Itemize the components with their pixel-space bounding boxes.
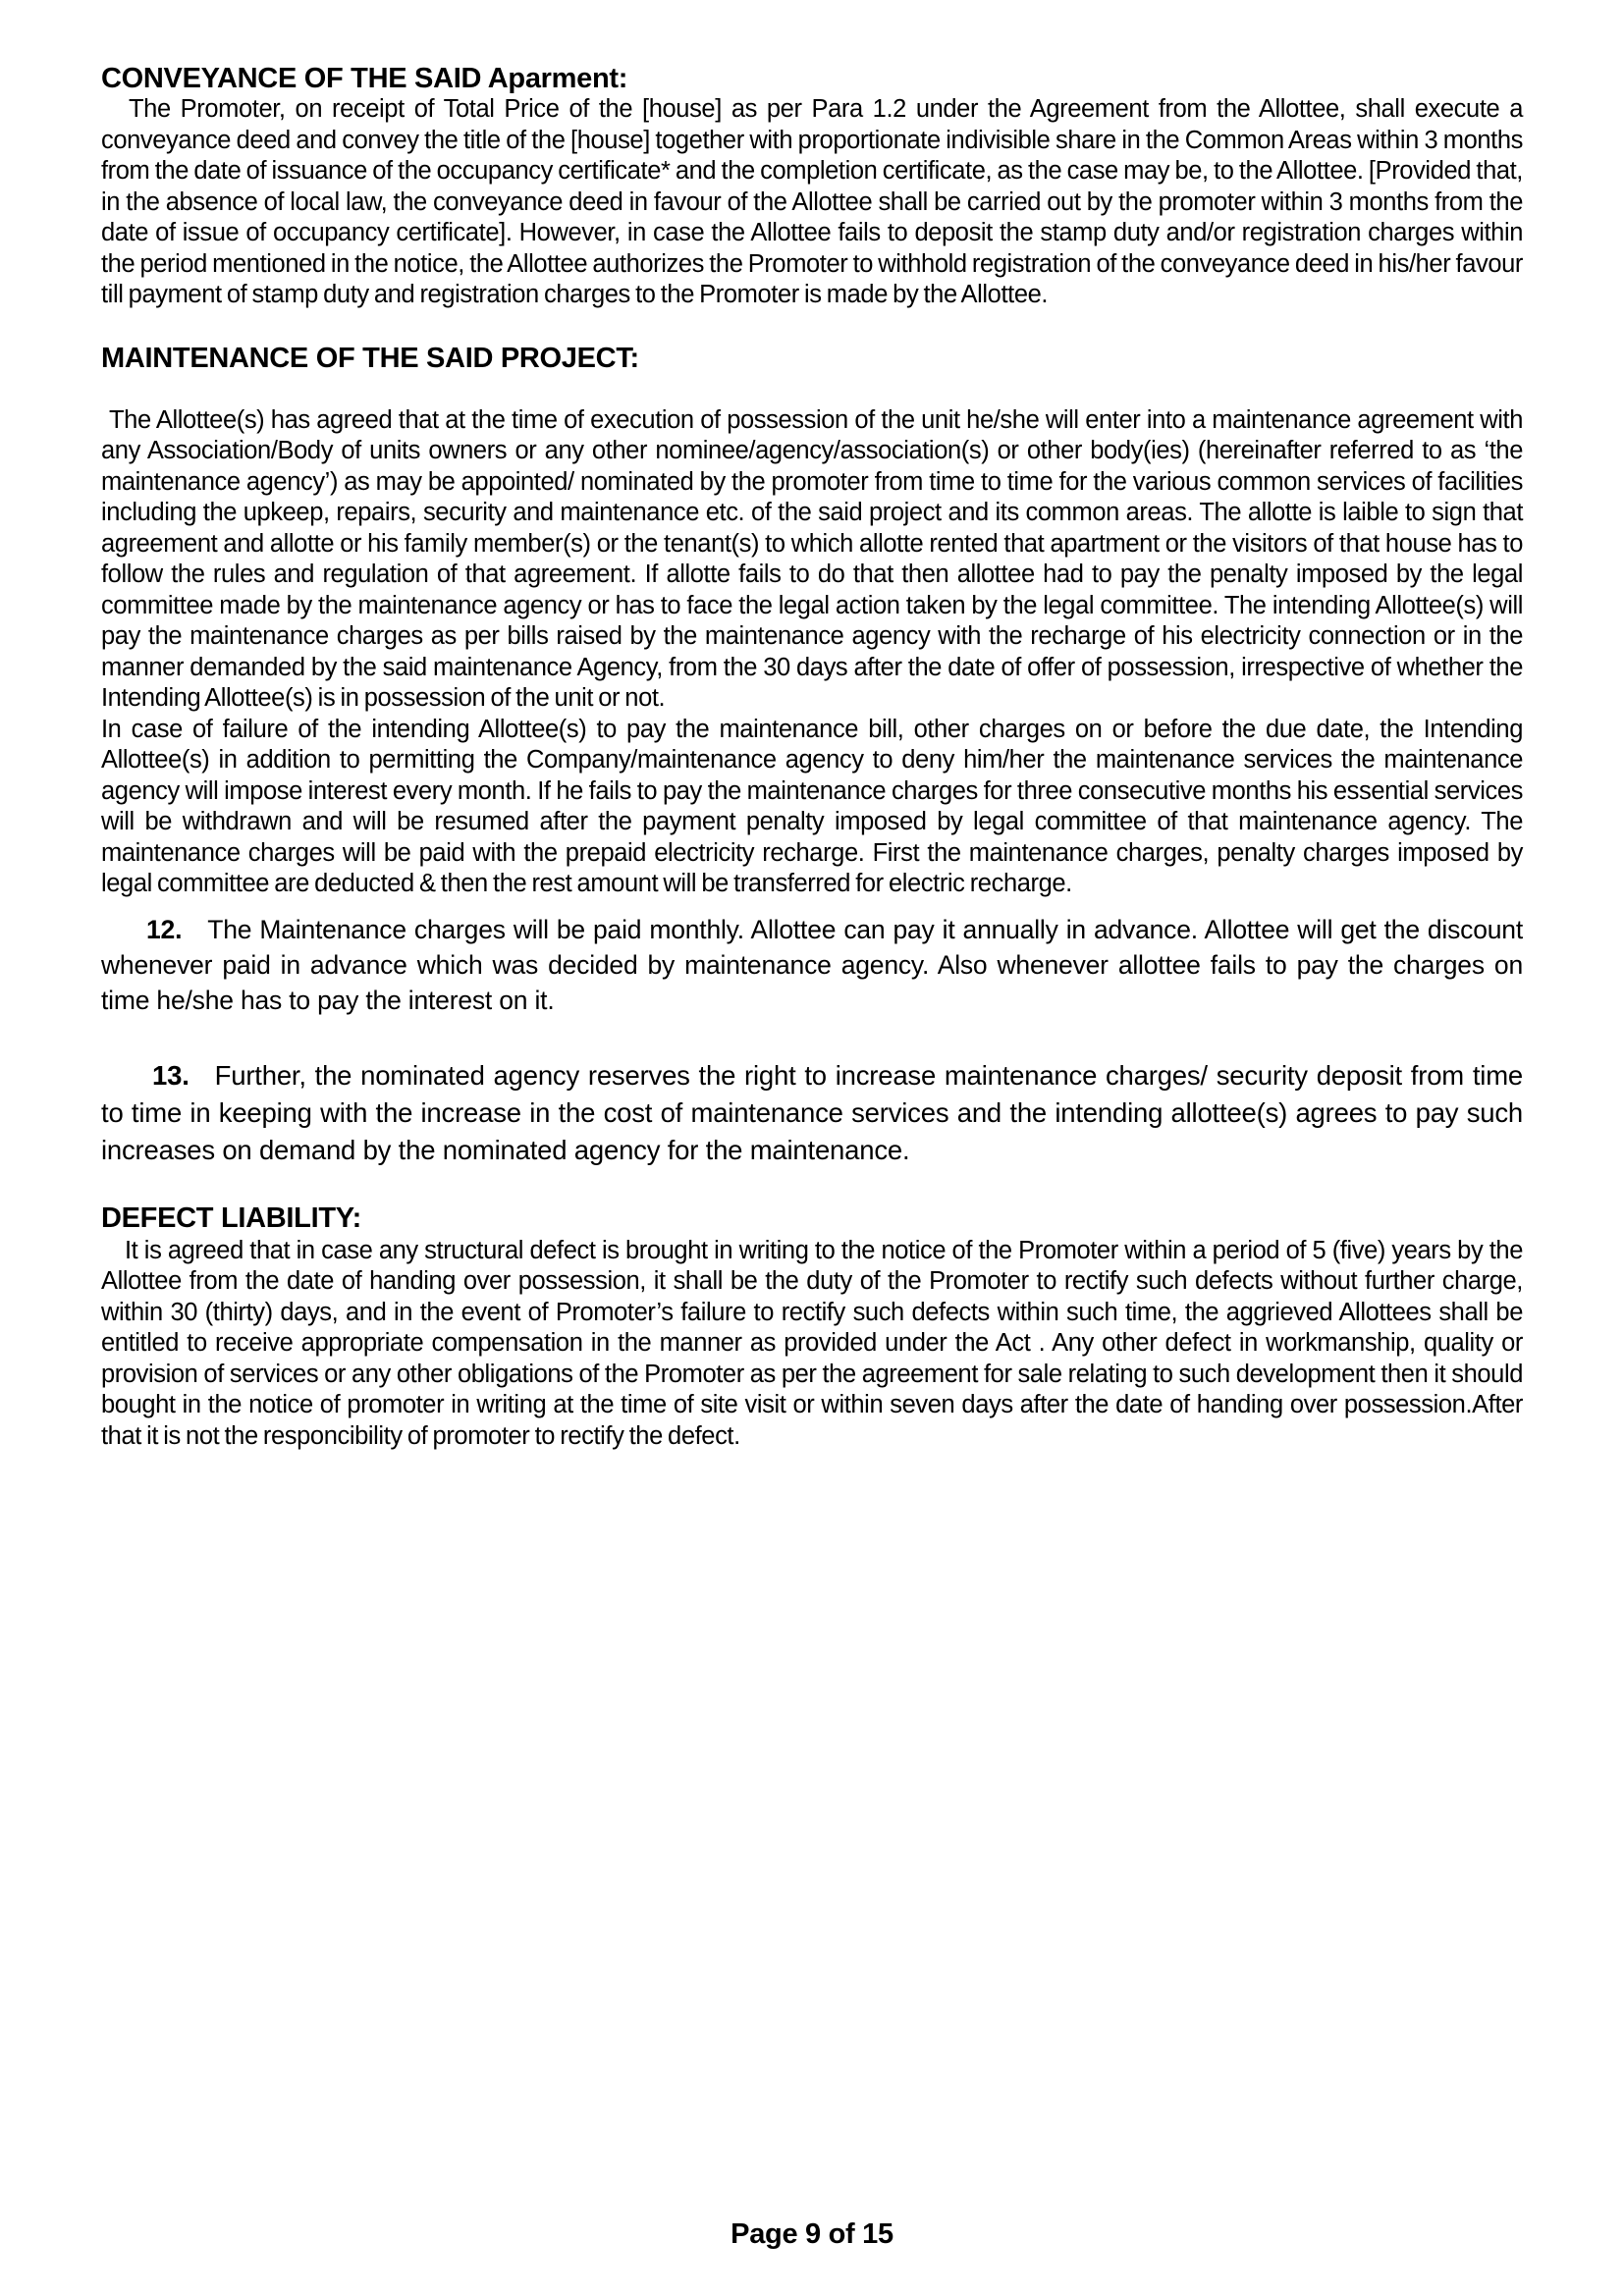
paragraph-maintenance-2: In case of failure of the intending Allottee(s) to pay the maintenance bill, other charges on or before the due date, the Intending Allottee(s) in addition to permitting the Company/maintenance agency to deny him/her the maintenance services the maintenance agency will impose interest every month. If he fails to pay the maintenance charges for three consecutive months his essential services will be withdrawn and will be resumed after the payment penalty imposed by legal committee of that maintenance agency. The maintenance charges will be paid with the prepaid electricity recharge. First the maintenance charges, penalty charges imposed by legal committee are deducted & then the rest amount will be transferred for electric recharge. bbox=[101, 715, 1523, 897]
page-number-footer: Page 9 of 15 bbox=[731, 2218, 893, 2250]
clause-12 bbox=[101, 912, 1523, 1018]
clause-13-text: Further, the nominated agency reserves the right to increase maintenance charges/ security deposit from time to time in keeping with the increase in the cost of maintenance services and the intending allottee(s) agrees to pay such increases on demand by the nominated agency for the maintenance. bbox=[101, 1059, 1523, 1165]
clause-12-text: The Maintenance charges will be paid monthly. Allottee can pay it annually in advance. Allottee will get the discount whenever paid in advance which was decided by maintenance agency. Also whenever allottee fails to pay the charges on time he/she has to pay the interest on it. bbox=[101, 914, 1523, 1015]
section-heading-conveyance: CONVEYANCE OF THE SAID Aparment: bbox=[101, 63, 628, 94]
section-heading-defect-liability: DEFECT LIABILITY: bbox=[101, 1201, 362, 1234]
section-heading-maintenance: MAINTENANCE OF THE SAID PROJECT: bbox=[101, 342, 639, 374]
clause-13-number: 13. bbox=[152, 1059, 189, 1091]
paragraph-defect-liability: It is agreed that in case any structural defect is brought in writing to the notice of the Promoter within a period of 5 (five) years by the Allottee from the date of handing over possession, it shall be the duty of the Promoter to rectify such defects without further charge, within 30 (thirty) days, and in the event of Promoter’s failure to rectify such defects within such time, the aggrieved Allottees shall be entitled to receive appropriate compensation in the manner as provided under the Act . Any other defect in workmanship, quality or provision of services or any other obligations of the Promoter as per the agreement for sale relating to such development then it should bought in the notice of promoter in writing at the time of site visit or within seven days after the date of handing over possession.After that it is not the responcibility of promoter to rectify the defect. bbox=[101, 1236, 1523, 1450]
paragraph-maintenance-1: The Allottee(s) has agreed that at the time of execution of possession of the unit he/she will enter into a maintenance agreement with any Association/Body of units owners or any other nominee/agency/association(s) or other body(ies) (hereinafter referred to as ‘the maintenance agency’) as may be appointed/ nominated by the promoter from time to time for the various common services of facilities including the upkeep, repairs, security and maintenance etc. of the said project and its common areas. The allotte is laible to sign that agreement and allotte or his family member(s) or the tenant(s) to which allotte rented that apartment or the visitors of that house has to follow the rules and regulation of that agreement. If allotte fails to do that then allottee had to pay the penalty imposed by the legal committee made by the maintenance agency or has to face the legal action taken by the legal committee. The intending Allottee(s) will pay the maintenance charges as per bills raised by the maintenance agency with the recharge of his electricity connection or in the manner demanded by the said maintenance Agency, from the 30 days after the date of offer of possession, irrespective of whether the Intending Allottee(s) is in possession of the unit or not. bbox=[101, 405, 1523, 712]
clause-12-number: 12. bbox=[146, 914, 183, 944]
clause-13 bbox=[101, 1057, 1523, 1169]
paragraph-conveyance: The Promoter, on receipt of Total Price of the [house] as per Para 1.2 under the Agreement from the Allottee, shall execute a conveyance deed and convey the title of the [house] together with proportionate indivisible share in the Common Areas within 3 months from the date of issuance of the occupancy certificate* and the completion certificate, as the case may be, to the Allottee. [Provided that, in the absence of local law, the conveyance deed in favour of the Allottee shall be carried out by the promoter within 3 months from the date of issue of occupancy certificate]. However, in case the Allottee fails to deposit the stamp duty and/or registration charges within the period mentioned in the notice, the Allottee authorizes the Promoter to withhold registration of the conveyance deed in his/her favour till payment of stamp duty and registration charges to the Promoter is made by the Allottee. bbox=[101, 95, 1523, 308]
